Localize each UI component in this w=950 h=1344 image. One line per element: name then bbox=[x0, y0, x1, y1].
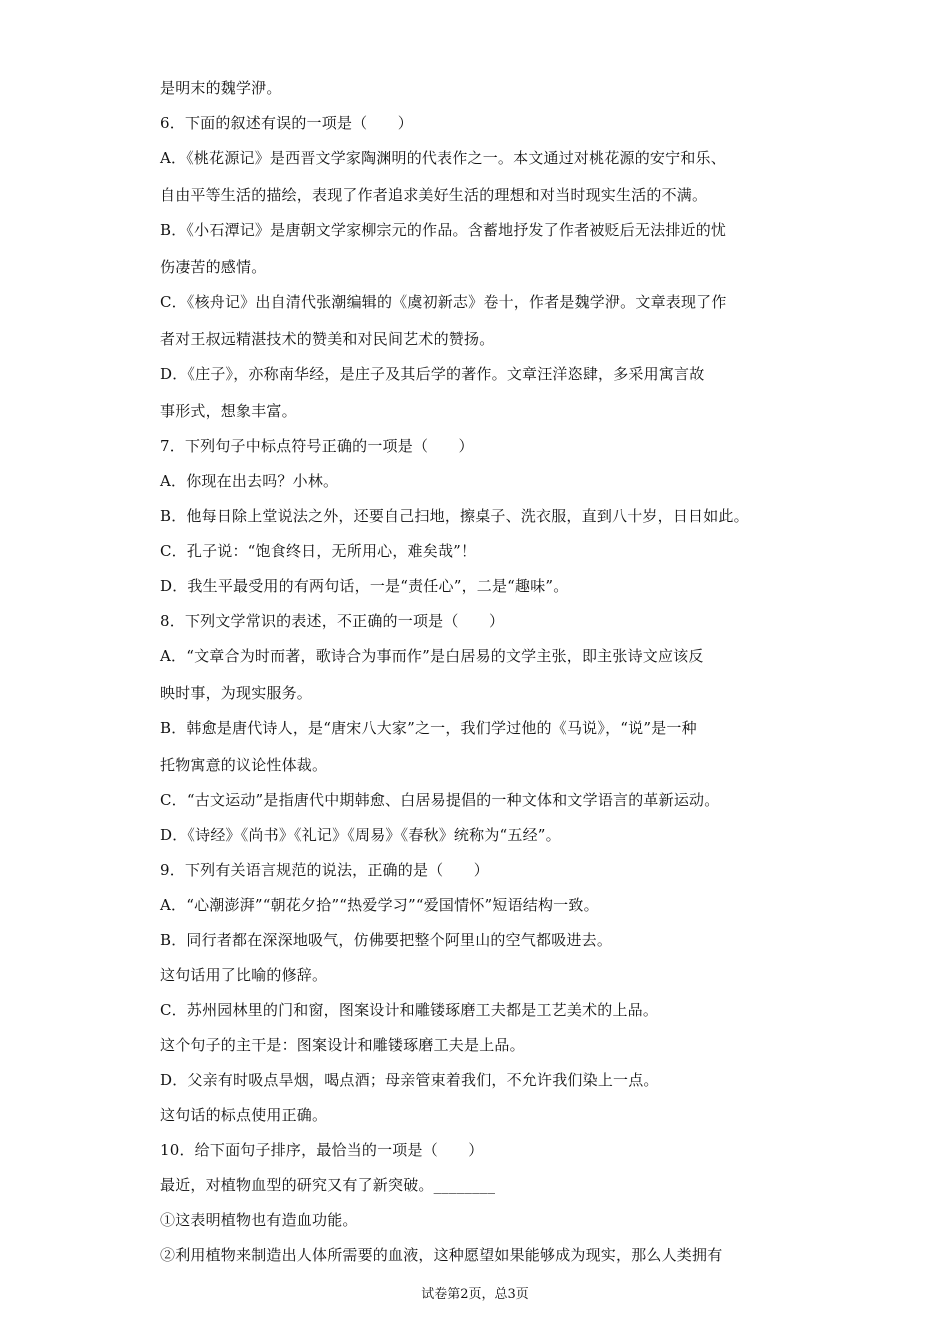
text-line: A．“心潮澎湃”“朝花夕拾”“热爱学习”“爱国情怀”短语结构一致。 bbox=[160, 896, 599, 914]
text-line: 者对王叔远精湛技术的赞美和对民间艺术的赞扬。 bbox=[160, 330, 495, 348]
page-footer: 试卷第2页，总3页 bbox=[421, 1287, 529, 1302]
text-line: A．《桃花源记》是西晋文学家陶渊明的代表作之一。本文通过对桃花源的安宁和乐、 bbox=[160, 149, 726, 167]
text-line: 自由平等生活的描绘，表现了作者追求美好生活的理想和对当时现实生活的不满。 bbox=[160, 186, 708, 204]
question-9-stem: 9．下列有关语言规范的说法，正确的是（ ） bbox=[160, 861, 489, 879]
text-line: 这个句子的主干是：图案设计和雕镂琢磨工夫是上品。 bbox=[160, 1036, 525, 1054]
text-line: A．你现在出去吗？小林。 bbox=[160, 472, 339, 490]
text-line: 映时事，为现实服务。 bbox=[160, 684, 313, 702]
text-line: ②利用植物来制造出人体所需要的血液，这种愿望如果能够成为现实，那么人类拥有 bbox=[160, 1246, 723, 1264]
text-line: C．“古文运动”是指唐代中期韩愈、白居易提倡的一种文体和文学语言的革新运动。 bbox=[160, 791, 720, 809]
text-line: C．孔子说：“饱食终日，无所用心，难矣哉”！ bbox=[160, 542, 477, 560]
text-line: 伤凄苦的感情。 bbox=[160, 258, 267, 276]
question-7-stem: 7．下列句子中标点符号正确的一项是（ ） bbox=[160, 437, 474, 455]
text-line: B．韩愈是唐代诗人，是“唐宋八大家”之一，我们学过他的《马说》，“说”是一种 bbox=[160, 719, 697, 737]
text-line: D．《庄子》，亦称南华经，是庄子及其后学的著作。文章汪洋恣肆，多采用寓言故 bbox=[160, 365, 705, 383]
text-line: 托物寓意的议论性体裁。 bbox=[160, 756, 328, 774]
text-line: ①这表明植物也有造血功能。 bbox=[160, 1211, 358, 1229]
text-line: 是明末的魏学洢。 bbox=[160, 79, 282, 97]
text-line: D．父亲有时吸点旱烟，喝点酒；母亲管束着我们，不允许我们染上一点。 bbox=[160, 1071, 659, 1089]
text-line: C．《核舟记》出自清代张潮编辑的《虞初新志》卷十，作者是魏学洢。文章表现了作 bbox=[160, 293, 727, 311]
text-line: B．《小石潭记》是唐朝文学家柳宗元的作品。含蓄地抒发了作者被贬后无法排近的忧 bbox=[160, 221, 727, 239]
text-line: 事形式，想象丰富。 bbox=[160, 402, 297, 420]
text-line: C．苏州园林里的门和窗，图案设计和雕镂琢磨工夫都是工艺美术的上品。 bbox=[160, 1001, 659, 1019]
question-8-stem: 8．下列文学常识的表述，不正确的一项是（ ） bbox=[160, 612, 505, 630]
question-10-stem: 10．给下面句子排序，最恰当的一项是（ ） bbox=[160, 1141, 484, 1159]
text-line: 这句话的标点使用正确。 bbox=[160, 1106, 328, 1124]
text-line: B．同行者都在深深地吸气，仿佛要把整个阿里山的空气都吸进去。 bbox=[160, 931, 613, 949]
text-line: D．《诗经》《尚书》《礼记》《周易》《春秋》统称为“五经”。 bbox=[160, 826, 561, 844]
question-6-stem: 6．下面的叙述有误的一项是（ ） bbox=[160, 114, 413, 132]
text-line: D．我生平最受用的有两句话，一是“责任心”，二是“趣味”。 bbox=[160, 577, 569, 595]
text-line: B．他每日除上堂说法之外，还要自己扫地，擦桌子、洗衣服，直到八十岁，日日如此。 bbox=[160, 507, 749, 525]
text-line: 最近，对植物血型的研究又有了新突破。________ bbox=[160, 1176, 496, 1194]
text-line: A．“文章合为时而著，歌诗合为事而作”是白居易的文学主张，即主张诗文应该反 bbox=[160, 647, 704, 665]
text-line: 这句话用了比喻的修辞。 bbox=[160, 966, 328, 984]
